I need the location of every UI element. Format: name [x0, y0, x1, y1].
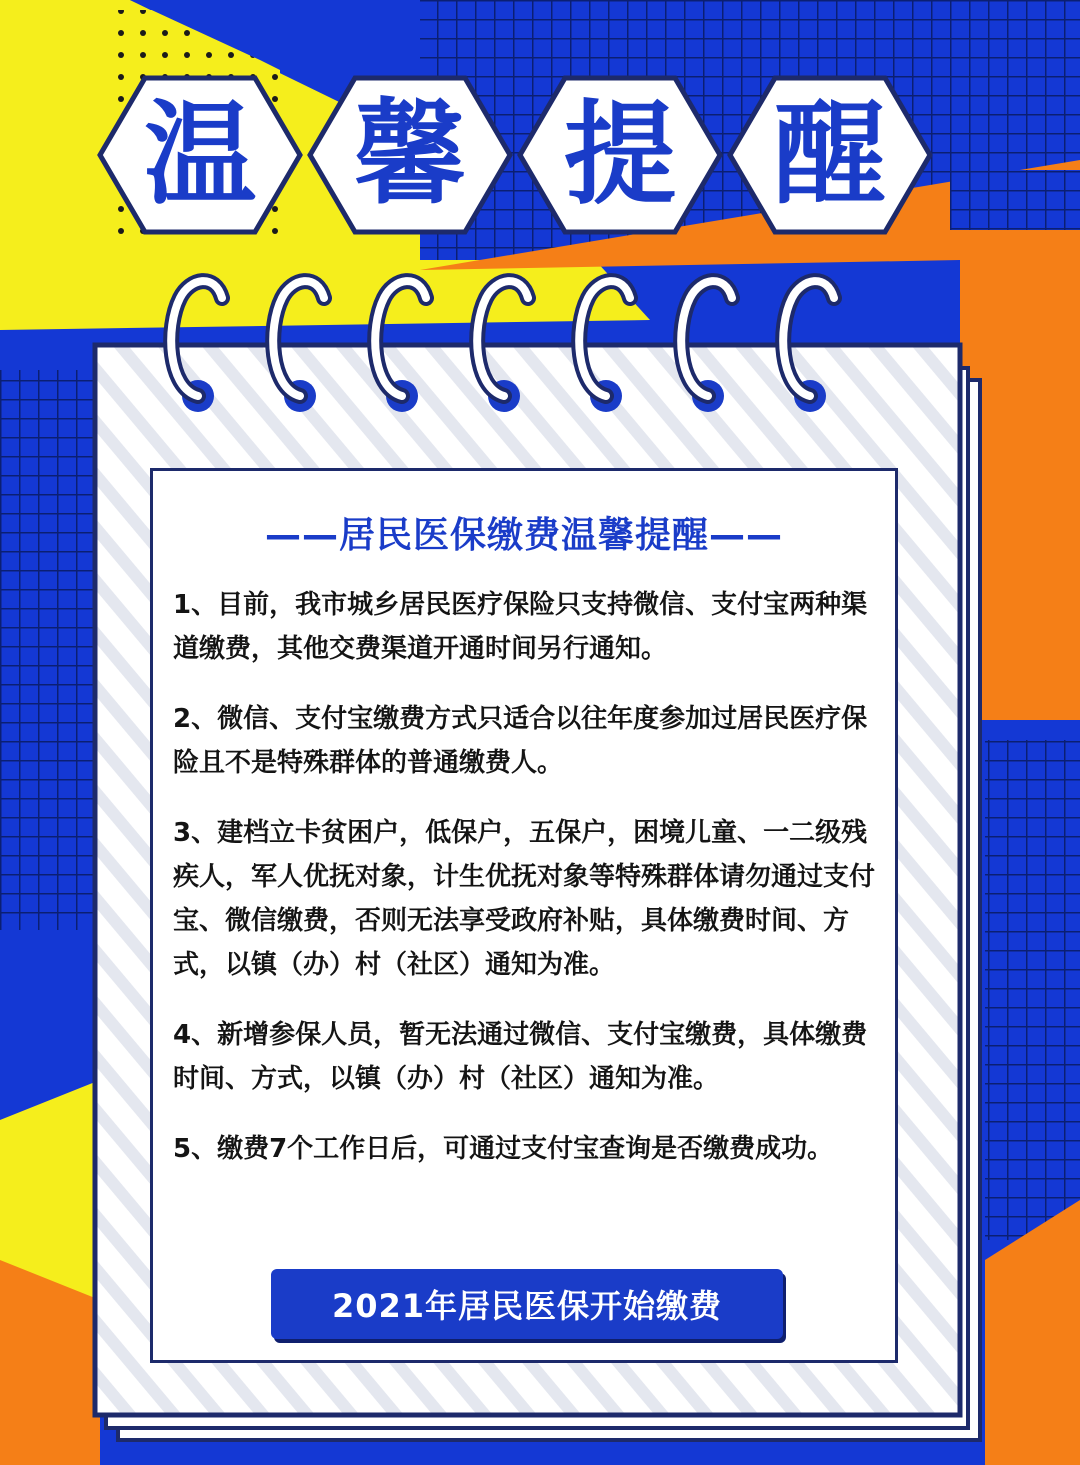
notice-heading: ——居民医保缴费温馨提醒——: [264, 515, 783, 556]
notice-list: [173, 583, 885, 1197]
binder-ring-icon: [262, 268, 332, 418]
notice-item: 1、目前，我市城乡居民医疗保险只支持微信、支付宝两种渠道缴费，其他交费渠道开通时间另行通知。: [173, 590, 868, 664]
notice-item: 5、缴费7个工作日后，可通过支付宝查询是否缴费成功。: [173, 1134, 834, 1164]
binder-ring-icon: [466, 268, 536, 418]
title-char: 馨: [354, 90, 466, 220]
notice-card: [150, 468, 898, 1363]
binder-ring-icon: [568, 268, 638, 418]
title-char: 温: [144, 90, 256, 220]
title-diamond: [725, 70, 935, 240]
binder-ring-icon: [364, 268, 434, 418]
title-diamond: [515, 70, 725, 240]
title-banner: [0, 70, 1080, 270]
title-diamond: [305, 70, 515, 240]
binder-rings: [150, 268, 870, 428]
title-diamond: [95, 70, 305, 240]
title-char: 醒: [774, 90, 886, 220]
title-char: 提: [564, 90, 676, 220]
notice-item: 3、建档立卡贫困户，低保户，五保户，困境儿童、一二级残疾人，军人优抚对象，计生优抚对象等特殊群体请勿通过支付宝、微信缴费，否则无法享受政府补贴，具体缴费时间、方式，以镇（办）村（社区）通知为准。: [173, 818, 876, 980]
binder-ring-icon: [772, 268, 842, 418]
notice-item: 4、新增参保人员，暂无法通过微信、支付宝缴费，具体缴费时间、方式，以镇（办）村（社区）通知为准。: [173, 1020, 868, 1094]
notice-item: 2、微信、支付宝缴费方式只适合以往年度参加过居民医疗保险且不是特殊群体的普通缴费人。: [173, 704, 868, 778]
footer-badge: 2021年居民医保开始缴费: [271, 1269, 783, 1339]
binder-ring-icon: [670, 268, 740, 418]
binder-ring-icon: [160, 268, 230, 418]
